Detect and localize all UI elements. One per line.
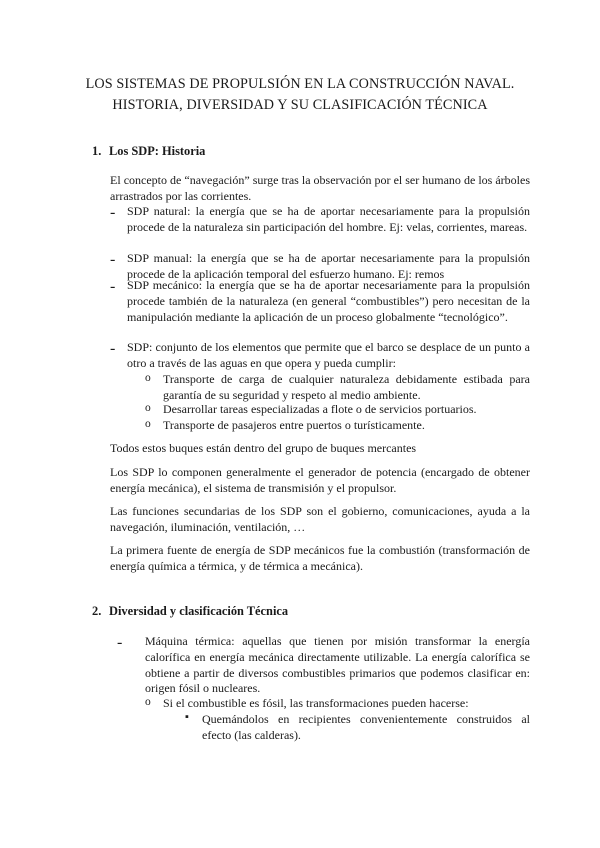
title-line-2: HISTORIA, DIVERSIDAD Y SU CLASIFICACIÓN TÉCNICA (112, 97, 488, 113)
dash-marker: - (110, 251, 116, 268)
list-item-sdp-mecanico (110, 278, 530, 325)
paragraph-primera-fuente: La primera fuente de energía de SDP mecánicos fue la combustión (transformación de energía química a térmica, y de térmica a mecánica). (110, 543, 530, 573)
paragraph-componentes-sdp: Los SDP lo componen generalmente el generador de potencia (encargado de obtener energía mecánica), el sistema de transmisión y el propulsor. (110, 465, 530, 495)
sub-list-item-tareas (145, 402, 530, 418)
paragraph-funciones-secundarias: Las funciones secundarias de los SDP son el gobierno, comunicaciones, ayuda a la navegación, iluminación, ventilación, … (110, 504, 530, 534)
circle-marker: o (145, 696, 151, 708)
sub-list-item-carga (145, 372, 530, 404)
dash-marker: - (110, 340, 116, 357)
list-item-text: SDP natural: la energía que se ha de aportar necesariamente para la propulsión procede de la naturaleza sin participación del hombre. Ej: velas, corrientes, mareas. (127, 204, 530, 234)
sub-sub-list-item-text: Quemándolos en recipientes convenientemente construidos al efecto (las calderas). (202, 712, 530, 742)
circle-marker: o (145, 402, 151, 414)
dash-marker: - (117, 634, 123, 651)
sub-list-item-text: Transporte de carga de cualquier naturaleza debidamente estibada para garantía de su seguridad y respeto al medio ambiente. (163, 372, 530, 402)
sub-list-item-text: Desarrollar tareas especializadas a flote o de servicios portuarios. (163, 402, 477, 416)
sub-list-item-combustible-fosil (145, 696, 530, 712)
section-1-intro: El concepto de “navegación” surge tras la observación por el ser humano de los árboles arrastrados por las corrientes. (110, 173, 530, 203)
list-item-text: SDP mecánico: la energía que se ha de aportar necesariamente para la propulsión procede también de la naturaleza (en general “combustibles”) pero necesitan de la manipulación mediante la aplicación de un proceso globalmente “tecnológico”. (127, 278, 530, 324)
sub-list-item-text: Si el combustible es fósil, las transformaciones pueden hacerse: (163, 696, 469, 710)
section-2-title: Diversidad y clasificación Técnica (109, 604, 289, 618)
dash-marker: - (110, 278, 116, 295)
sub-list-item-pasajeros (145, 418, 530, 434)
section-1-title: Los SDP: Historia (109, 144, 206, 158)
dash-marker: - (110, 204, 116, 221)
sub-sub-list-item-calderas (185, 712, 530, 744)
list-item-maquina-termica (110, 634, 530, 697)
circle-marker: o (145, 372, 151, 384)
circle-marker: o (145, 418, 151, 430)
document-title (40, 74, 560, 116)
list-item-sdp-natural (110, 204, 530, 236)
list-item-text: SDP: conjunto de los elementos que permite que el barco se desplace de un punto a otro a través de las aguas en que opera y pueda cumplir: (127, 340, 530, 370)
section-2-number: 2. (92, 604, 102, 618)
list-item-sdp-definicion (110, 340, 530, 372)
paragraph-buques-mercantes: Todos estos buques están dentro del grupo de buques mercantes (110, 441, 417, 455)
title-line-1: LOS SISTEMAS DE PROPULSIÓN EN LA CONSTRUCCIÓN NAVAL. (85, 76, 515, 92)
list-item-text: SDP manual: la energía que se ha de aportar necesariamente para la propulsión procede de la aplicación temporal del esfuerzo humano. Ej: remos (127, 251, 530, 281)
list-item-text: Máquina térmica: aquellas que tienen por misión transformar la energía calorífica en energía mecánica directamente utilizable. La energía calorífica se obtiene a partir de diversos combustibles primarios que podemos clasificar en: origen fósil o nucleares. (145, 634, 530, 696)
square-bullet-icon: ▪ (185, 711, 189, 723)
section-1-number: 1. (92, 144, 102, 158)
sub-list-item-text: Transporte de pasajeros entre puertos o turísticamente. (163, 418, 425, 432)
